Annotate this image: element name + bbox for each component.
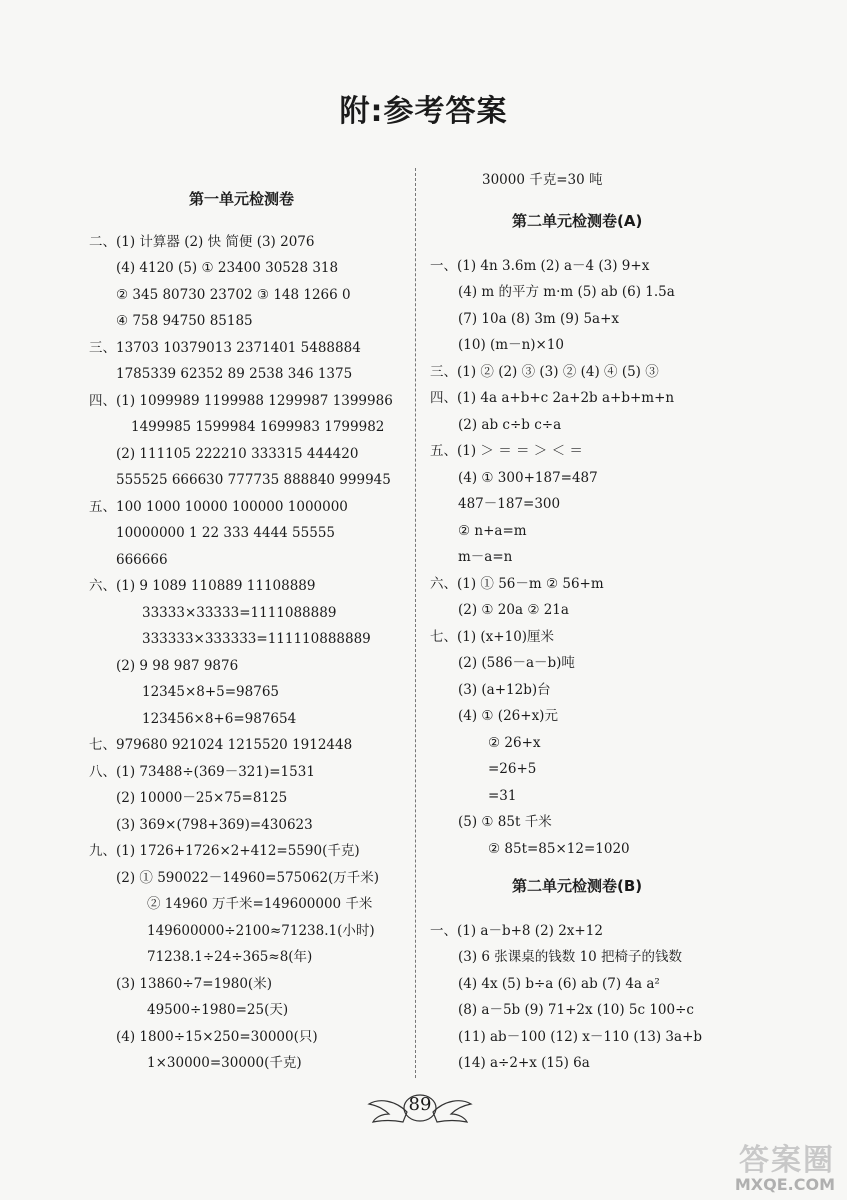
page-number	[365, 1082, 475, 1142]
answer-line: 四、(1) 4a a+b+c 2a+2b a+b+m+n	[430, 390, 675, 406]
column-divider	[415, 168, 416, 1078]
answer-line: ② 26+x	[488, 735, 541, 751]
watermark-logo: 答案圈	[739, 1143, 835, 1178]
answer-line: ② n+a=m	[458, 523, 527, 539]
answer-line: (3) 13860÷7=1980(米)	[116, 976, 272, 992]
section-title-unit1: 第一单元检测卷	[189, 190, 295, 208]
watermark-site: MXQE.COM	[734, 1175, 835, 1194]
answer-line: (3) 369×(798+369)=430623	[116, 817, 313, 833]
answer-line: (3) 6 张课桌的钱数 10 把椅子的钱数	[458, 949, 683, 965]
answer-line: 九、(1) 1726+1726×2+412=5590(千克)	[89, 843, 360, 859]
answer-line: ② 345 80730 23702 ③ 148 1266 0	[116, 287, 351, 303]
answer-line: ② 85t=85×12=1020	[488, 841, 630, 857]
answer-line: (2) 10000－25×75=8125	[116, 790, 288, 806]
answer-line: 五、(1) ＞ ＝ ＝ ＞ ＜ ＝	[430, 443, 583, 459]
answer-line: (8) a－5b (9) 71+2x (10) 5c 100÷c	[458, 1002, 694, 1018]
section-title-unit2a: 第二单元检测卷(A)	[512, 212, 643, 230]
answer-line: 三、13703 10379013 2371401 5488884	[89, 340, 361, 356]
answer-line: 666666	[116, 552, 168, 568]
answer-line: 三、(1) ② (2) ③ (3) ② (4) ④ (5) ③	[430, 364, 659, 380]
answer-line: (11) ab－100 (12) x－110 (13) 3a+b	[458, 1029, 703, 1045]
answer-line: 71238.1÷24÷365≈8(年)	[147, 949, 313, 965]
answer-line: 六、(1) ① 56－m ② 56+m	[430, 576, 604, 592]
answer-line: 一、(1) a－b+8 (2) 2x+12	[430, 923, 603, 939]
answer-line: 四、(1) 1099989 1199988 1299987 1399986	[89, 393, 393, 409]
answer-line: 1×30000=30000(千克)	[147, 1055, 302, 1071]
answer-line: 30000 千克=30 吨	[482, 172, 603, 188]
answer-line: 333333×333333=111110888889	[142, 631, 371, 647]
watermark	[735, 1135, 835, 1194]
answer-line: 一、(1) 4n 3.6m (2) a－4 (3) 9+x	[430, 258, 650, 274]
answer-line: 七、(1) (x+10)厘米	[430, 629, 555, 645]
answer-line: ④ 758 94750 85185	[116, 313, 253, 329]
answer-line: 10000000 1 22 333 4444 55555	[116, 525, 336, 541]
page-number-text: 89	[408, 1094, 432, 1115]
answer-line: 七、979680 921024 1215520 1912448	[89, 737, 353, 753]
answer-line: (4) 4120 (5) ① 23400 30528 318	[116, 260, 339, 276]
answer-line: (7) 10a (8) 3m (9) 5a+x	[458, 311, 620, 327]
page-title: 附:参考答案	[339, 94, 508, 129]
answer-line: ② 14960 万千米=149600000 千米	[147, 896, 373, 912]
answer-line: 八、(1) 73488÷(369－321)=1531	[89, 764, 315, 780]
answer-line: (5) ① 85t 千米	[458, 814, 552, 830]
answer-line: m－a=n	[458, 549, 513, 565]
answer-line: 49500÷1980=25(天)	[147, 1002, 289, 1018]
answer-line: (4) 1800÷15×250=30000(只)	[116, 1029, 318, 1045]
answer-line: (4) ① 300+187=487	[458, 470, 598, 486]
answer-line: 555525 666630 777735 888840 999945	[116, 472, 391, 488]
answer-line: (2) (586－a－b)吨	[458, 655, 575, 671]
answer-line: (4) m 的平方 m·m (5) ab (6) 1.5a	[458, 284, 675, 300]
answer-line: (3) (a+12b)台	[458, 682, 551, 698]
answer-line: 二、(1) 计算器 (2) 快 简便 (3) 2076	[89, 234, 315, 250]
answer-line: 12345×8+5=98765	[142, 684, 280, 700]
answer-line: (2) 9 98 987 9876	[116, 658, 239, 674]
answer-line: 33333×33333=1111088889	[142, 605, 337, 621]
answer-line: (4) 4x (5) b÷a (6) ab (7) 4a a²	[458, 976, 660, 992]
answer-line: (2) 111105 222210 333315 444420	[116, 446, 359, 462]
answer-line: =31	[488, 788, 517, 804]
answer-line: 149600000÷2100≈71238.1(小时)	[147, 923, 375, 939]
section-title-unit2b: 第二单元检测卷(B)	[512, 877, 643, 895]
answer-line: (14) a÷2+x (15) 6a	[458, 1055, 590, 1071]
answer-line: 1785339 62352 89 2538 346 1375	[116, 366, 353, 382]
answer-line: 123456×8+6=987654	[142, 711, 297, 727]
answer-line: (10) (m－n)×10	[458, 337, 565, 353]
answer-line: 六、(1) 9 1089 110889 11108889	[89, 578, 316, 594]
answer-line: (4) ① (26+x)元	[458, 708, 558, 724]
answer-line: (2) ① 590022－14960=575062(万千米)	[116, 870, 380, 886]
answer-line: =26+5	[488, 761, 537, 777]
answer-line: 五、100 1000 10000 100000 1000000	[89, 499, 348, 515]
answer-line: (2) ① 20a ② 21a	[458, 602, 569, 618]
answer-line: (2) ab c÷b c÷a	[458, 417, 562, 433]
answer-line: 1499985 1599984 1699983 1799982	[131, 419, 385, 435]
answer-line: 487－187=300	[458, 496, 561, 512]
